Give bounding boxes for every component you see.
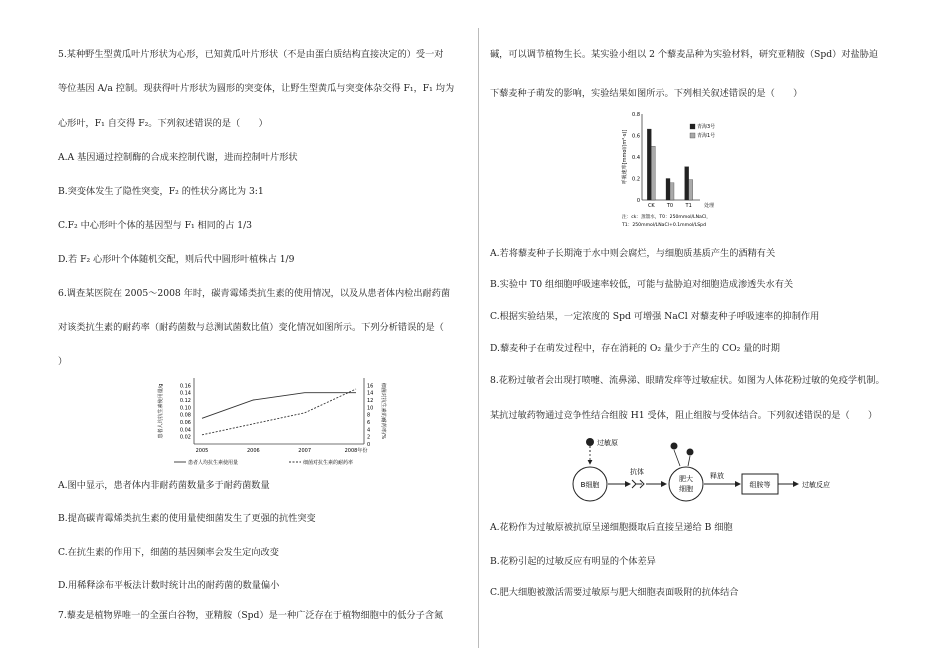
q8-option-a: A.花粉作为过敏原被抗原呈递细胞摄取后直接呈递给 B 细胞 bbox=[490, 522, 733, 533]
y2-tick-label: 10 bbox=[367, 405, 374, 412]
x-axis-title: 处理 bbox=[704, 203, 715, 209]
q8-option-c: C.肥大细胞被激活需要过敏原与肥大细胞表面吸附的抗体结合 bbox=[490, 587, 739, 598]
q6-option-b: B.提高碳青霉烯类抗生素的使用量使细菌发生了更强的抗性突变 bbox=[58, 513, 316, 524]
bar-T1-1 bbox=[685, 167, 689, 200]
y-tick-label: 0 bbox=[636, 198, 640, 204]
series-line-1 bbox=[202, 393, 356, 419]
q5-option-a: A.A 基因通过控制酶的合成来控制代谢，进而控制叶片形状 bbox=[58, 152, 298, 163]
y-axis-title: 患者人均抗生素使用量/g bbox=[158, 383, 164, 439]
q5-option-b: B.突变体发生了隐性突变，F₂ 的性状分离比为 3:1 bbox=[58, 186, 264, 197]
q6-line-chart bbox=[154, 372, 404, 472]
q5-stem-line2: 等位基因 A/a 控制。现获得叶片形状为圆形的突变体，让野生型黄瓜与突变体杂交得 F₁，F₁ 均为 bbox=[58, 83, 455, 94]
antibody-icon bbox=[632, 480, 644, 488]
y-tick-label: 0.14 bbox=[179, 390, 191, 397]
q7-option-c: C.根据实验结果，一定浓度的 Spd 可增强 NaCl 对藜麦种子呼吸速率的抑制作用 bbox=[490, 311, 820, 322]
allergen-icon bbox=[586, 438, 594, 454]
q7-stem-line2: 碱，可以调节植物生长。某实验小组以 2 个藜麦品种为实验材料，研究亚精胺（Spd）对盐胁迫 bbox=[490, 49, 879, 60]
q6-stem-line2: 对该类抗生素的耐药率（耐药菌数与总测试菌数比值）变化情况如图所示。下列分析错误的是（ bbox=[58, 322, 444, 333]
y-tick-label: 0.16 bbox=[179, 383, 191, 390]
q6-option-d: D.用稀释涂布平板法计数时统计出的耐药菌的数量偏小 bbox=[58, 580, 280, 591]
reaction-label: 过敏反应 bbox=[802, 481, 830, 489]
y-tick-label: 0.02 bbox=[179, 434, 191, 441]
chart-note-line2: T1：250mmol/LNaCl+0.1mmol/LSpd bbox=[622, 223, 707, 228]
b-cell-label: B细胞 bbox=[580, 481, 600, 489]
release-label: 释放 bbox=[710, 472, 724, 480]
q7-bar-chart bbox=[620, 108, 760, 234]
q5-stem-line3: 心形叶，F₁ 自交得 F₂。下列叙述错误的是（ ） bbox=[58, 118, 268, 129]
q5-option-c: C.F₂ 中心形叶个体的基因型与 F₁ 相同的占 1/3 bbox=[58, 220, 253, 231]
q6-option-c: C.在抗生素的作用下，细菌的基因频率会发生定向改变 bbox=[58, 547, 279, 558]
allergen-label: 过敏原 bbox=[597, 439, 618, 447]
legend-label-1: 青海3号 bbox=[697, 124, 716, 130]
y2-tick-label: 8 bbox=[367, 412, 371, 419]
mast-cell-label-1: 肥大 bbox=[679, 475, 693, 483]
q6-option-a: A.图中显示，患者体内非耐药菌数量多于耐药菌数量 bbox=[58, 480, 270, 491]
y-tick-label: 0.10 bbox=[179, 405, 191, 412]
q5-stem-line1: 5.某种野生型黄瓜叶片形状为心形，已知黄瓜叶片形状（不是由蛋白质结构直接决定的）受一对 bbox=[58, 49, 444, 60]
q7-option-b: B.实验中 T0 组细胞呼吸速率较低，可能与盐胁迫对细胞造成渗透失水有关 bbox=[490, 279, 794, 290]
y-tick-label: 0.08 bbox=[179, 412, 191, 419]
legend-label-1: 患者人均抗生素使用量 bbox=[188, 460, 239, 466]
x-tick-label: 2005 bbox=[195, 448, 209, 454]
q8-stem-line1: 8.花粉过敏者会出现打喷嚏、流鼻涕、眼睛发痒等过敏症状。如图为人体花粉过敏的免疫学机制。 bbox=[490, 375, 885, 386]
y2-axis-title: 细菌对抗生素的耐药率/% bbox=[380, 382, 386, 440]
y-tick-label: 0.04 bbox=[179, 427, 191, 434]
y-tick-label: 0.12 bbox=[179, 398, 191, 404]
series-line-2 bbox=[202, 389, 356, 435]
bar-CK-2 bbox=[651, 146, 655, 200]
q8-stem-line2: 某抗过敏药物通过竞争性结合组胺 H1 受体，阻止组胺与受体结合。下列叙述错误的是（ ） bbox=[490, 410, 878, 421]
y2-tick-label: 2 bbox=[367, 434, 371, 441]
legend-swatch-2 bbox=[690, 133, 695, 138]
mast-cell-label-2: 细胞 bbox=[679, 485, 693, 493]
x-tick-label: 2007 bbox=[298, 448, 312, 454]
y2-tick-label: 12 bbox=[367, 398, 374, 404]
antibody-label: 抗体 bbox=[630, 468, 644, 476]
histamine-label: 组胺等 bbox=[749, 481, 771, 489]
chart-note-line1: 注：ck：蒸馏水，T0：250mmol/LNaCl， bbox=[622, 215, 711, 220]
y2-tick-label: 4 bbox=[367, 427, 371, 434]
y2-tick-label: 14 bbox=[367, 390, 374, 397]
q7-option-a: A.若将藜麦种子长期淹于水中则会腐烂，与细胞质基质产生的酒精有关 bbox=[490, 248, 776, 259]
bar-T0-1 bbox=[666, 179, 670, 201]
column-divider bbox=[478, 28, 479, 648]
legend-swatch-1 bbox=[690, 124, 695, 129]
y-tick-label: 0.8 bbox=[632, 112, 640, 118]
y2-tick-label: 6 bbox=[367, 420, 371, 426]
legend-label-2: 青海1号 bbox=[697, 133, 716, 139]
y-tick-label: 0.06 bbox=[179, 420, 191, 426]
y2-tick-label: 16 bbox=[367, 383, 374, 390]
legend-label-2: 细菌对抗生素的耐药率 bbox=[303, 460, 354, 466]
mast-cell-shape bbox=[669, 467, 703, 501]
y-tick-label: 0.2 bbox=[632, 176, 640, 183]
q8-immune-diagram bbox=[570, 434, 850, 514]
bound-allergen-icon bbox=[671, 443, 694, 467]
y2-tick-label: 0 bbox=[367, 442, 371, 448]
q7-option-d: D.藜麦种子在萌发过程中，存在消耗的 O₂ 量少于产生的 CO₂ 量的时期 bbox=[490, 343, 780, 354]
q8-option-b: B.花粉引起的过敏反应有明显的个体差异 bbox=[490, 556, 656, 567]
bar-T0-2 bbox=[670, 183, 674, 200]
q6-stem-line1: 6.调查某医院在 2005～2008 年时，碳青霉烯类抗生素的使用情况，以及从患者体内检出耐药菌 bbox=[58, 288, 451, 299]
q7-stem-line3: 下藜麦种子萌发的影响，实验结果如图所示。下列相关叙述错误的是（ ） bbox=[490, 88, 803, 99]
x-tick-label: 2008年份 bbox=[344, 448, 368, 454]
bar-CK-1 bbox=[647, 129, 651, 200]
y-tick-label: 0.6 bbox=[632, 133, 640, 140]
q5-option-d: D.若 F₂ 心形叶个体随机交配，则后代中圆形叶植株占 1/9 bbox=[58, 254, 295, 265]
x-tick-label: T1 bbox=[685, 203, 692, 209]
q7-stem-line1: 7.藜麦是植物界唯一的全蛋白谷物，亚精胺（Spd）是一种广泛存在于植物细胞中的低分子含氮 bbox=[58, 610, 444, 621]
y-axis-title: 呼吸速率[mmol/(m²·s)] bbox=[622, 129, 628, 185]
bar-T1-2 bbox=[689, 180, 693, 200]
x-tick-label: T0 bbox=[666, 203, 674, 209]
x-tick-label: 2006 bbox=[246, 448, 260, 454]
q6-stem-line3: ） bbox=[58, 356, 68, 367]
y-tick-label: 0.4 bbox=[632, 155, 640, 161]
x-tick-label: CK bbox=[647, 203, 655, 209]
